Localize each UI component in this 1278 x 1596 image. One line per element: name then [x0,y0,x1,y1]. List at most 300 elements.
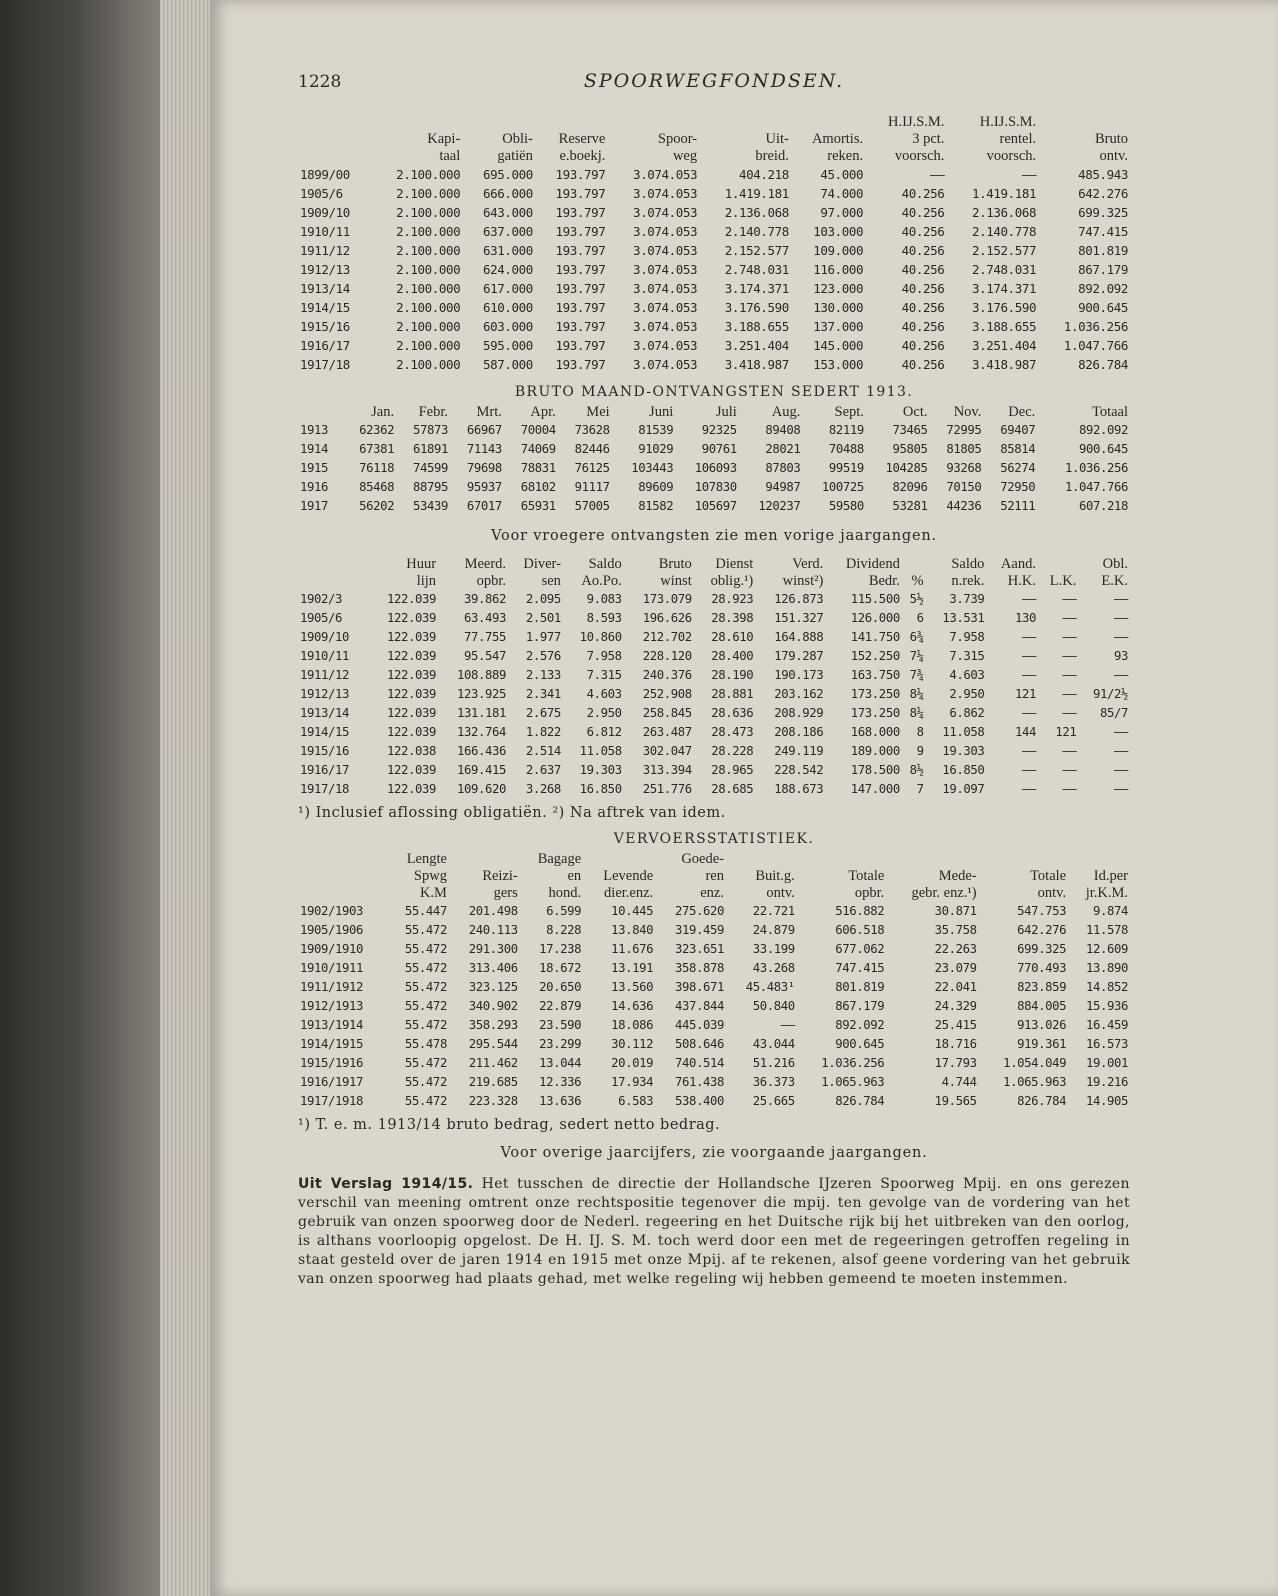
table-cell: 151.327 [774,611,824,625]
table-cell: 761.438 [674,1075,724,1089]
column-header: Nov. [953,404,982,420]
table-cell: 193.797 [555,319,606,334]
other-figures-note: Voor overige jaarcijfers, zie voorgaande jaargangen. [500,1145,928,1161]
table-cell: 1.419.181 [724,186,789,201]
table-cell: 3.074.053 [632,243,698,258]
table-cell: 2.152.577 [724,243,789,258]
row-year-cell: 1909/10 [300,630,350,644]
table-row [298,666,1130,685]
column-header: Jan. [371,404,395,420]
column-header: Juli [715,404,737,420]
table-cell: 23.299 [539,1037,582,1051]
table-cell: 201.498 [468,904,518,918]
table-cell: 168.000 [850,725,900,739]
table-cell: 8 [916,725,924,739]
table-cell: 2.140.778 [724,224,789,239]
monthly-receipts-table [298,404,1130,516]
table-cell: 13.044 [539,1056,582,1070]
row-year-cell: 1899/00 [300,167,350,182]
row-year-cell: 1913 [300,423,329,437]
table-cell: 302.047 [642,744,692,758]
page-header [298,68,1130,108]
column-header: Obl. E.K. [1101,556,1128,589]
table-cell: 40.256 [901,224,945,239]
row-year-cell: 1912/13 [300,262,350,277]
table-cell: 1.054.049 [1003,1056,1067,1070]
table-cell: 40.256 [901,338,945,353]
table-cell: 73465 [892,423,928,437]
table-cell: 35.758 [934,923,977,937]
table-row [298,421,1130,440]
table-cell: 2.748.031 [972,262,1037,277]
table-cell: 77.755 [464,630,507,644]
table-cell: 137.000 [813,319,864,334]
row-year-cell: 1914 [300,442,329,456]
table-cell: 173.250 [850,687,900,701]
table-cell: 40.256 [901,357,945,372]
table-cell: 14.852 [1085,980,1128,994]
table-cell: 900.645 [1078,442,1128,456]
table-cell: 6.812 [586,725,622,739]
table-cell: 240.113 [468,923,518,937]
table-cell: 892.092 [1078,423,1128,437]
table-cell: —— [1113,668,1128,682]
table-cell: 97.000 [820,205,864,220]
table-cell: 3.074.053 [632,262,698,277]
table-cell: 57873 [412,423,448,437]
earlier-receipts-note: Voor vroegere ontvangsten zie men vorige jaargangen. [491,528,937,544]
table-row [298,742,1130,761]
table-cell: 1.822 [525,725,561,739]
table-cell: 313.394 [642,763,692,777]
table-row [298,647,1130,666]
table-cell: 93268 [946,461,982,475]
column-header: Bruto winst [658,556,692,589]
table-cell: 19.097 [942,782,985,796]
column-header: Diver- sen [523,556,561,589]
row-year-cell: 1910/11 [300,649,350,663]
table-cell: 437.844 [674,999,724,1013]
column-top-header: H.IJ.S.M. [979,114,1037,130]
table-cell: 17.238 [539,942,582,956]
table-cell: 17.934 [611,1075,654,1089]
table-cell: —— [1113,592,1128,606]
transport-table-footnote: ¹) T. e. m. 1913/14 bruto bedrag, sedert netto bedrag. [298,1117,721,1133]
table-cell: 55.472 [404,999,447,1013]
table-header-row [298,131,1130,165]
table-cell: 2.576 [525,649,561,663]
table-cell: 22.721 [752,904,795,918]
table-cell: 1.419.181 [972,186,1037,201]
column-header: Mei [586,404,610,420]
table-row [298,459,1130,478]
table-cell: 152.250 [850,649,900,663]
table-cell: 203.162 [774,687,824,701]
table-cell: 82096 [892,480,928,494]
transport-stats-title: VERVOERSSTATISTIEK. [613,831,815,847]
table-cell: 66967 [466,423,502,437]
monthly-receipts-title: BRUTO MAAND-ONTVANGSTEN SEDERT 1913. [514,384,914,400]
table-cell: 22.879 [539,999,582,1013]
row-year-cell: 1915 [300,461,329,475]
table-cell: —— [1113,744,1128,758]
table-cell: 103.000 [813,224,864,239]
column-header: rentel. voorsch. [986,131,1037,164]
table-cell: —— [1113,611,1128,625]
table-cell: 123.000 [813,281,864,296]
table-cell: 122.039 [387,763,437,777]
table-cell: —— [1113,782,1128,796]
table-cell: 2.100.000 [396,205,461,220]
table-row [298,780,1130,799]
table-cell: 115.500 [850,592,900,606]
table-cell: 40.256 [901,205,945,220]
table-cell: 699.325 [1017,942,1067,956]
table-row [298,203,1130,222]
table-cell: 13.840 [611,923,654,937]
table-cell: 8.593 [586,611,622,625]
table-cell: 16.459 [1085,1018,1128,1032]
table-cell: 223.328 [468,1094,518,1108]
table-cell: 508.646 [674,1037,724,1051]
table-row [298,260,1130,279]
table-cell: 55.472 [404,942,447,956]
table-cell: 2.100.000 [396,167,461,182]
table-cell: 19.303 [942,744,985,758]
table-cell: 3.176.590 [972,300,1037,315]
table-cell: 193.797 [555,186,606,201]
table-cell: 323.125 [468,980,518,994]
table-cell: 2.100.000 [396,357,461,372]
column-top-header [1038,114,1130,131]
table-cell: 81805 [946,442,982,456]
table-cell: 16.850 [942,763,985,777]
table-cell: 130.000 [813,300,864,315]
table-cell: 4.744 [941,1075,977,1089]
table-cell: 7.958 [586,649,622,663]
row-year-cell: 1917 [300,499,329,513]
table-cell: 3.074.053 [632,167,698,182]
table-cell: 72950 [1000,480,1036,494]
table-cell: 71143 [466,442,502,456]
table-cell: 7 [916,782,924,796]
column-header: Mrt. [476,404,502,420]
table-cell: 9.083 [586,592,622,606]
table-cell: 173.250 [850,706,900,720]
column-header: Febr. [418,404,448,420]
column-top-header: H.IJ.S.M. [888,114,945,130]
table-cell: —— [1021,706,1036,720]
table-cell: 147.000 [850,782,900,796]
table-cell: 3.251.404 [972,338,1037,353]
table-cell: 3.176.590 [724,300,789,315]
report-heading: Uit Verslag 1914/15. [298,1176,474,1192]
column-header: L.K. [1049,573,1077,589]
table-cell: 40.256 [901,281,945,296]
row-year-cell: 1913/14 [300,281,350,296]
table-cell: 88795 [412,480,448,494]
table-cell: 28021 [765,442,801,456]
table-cell: 3.074.053 [632,300,698,315]
table-cell: —— [1021,782,1036,796]
table-cell: 16.850 [579,782,622,796]
table-row [298,336,1130,355]
table-cell: 2.675 [525,706,561,720]
table-row [298,184,1130,203]
report-text: Het tusschen de directie der Hollandsche IJzeren Spoorweg Mpij. en ons gerezen verschil van meening omtrent onze rechtspositie tegenover die mpij. ten gevolge van de vordering van het gebruik van onzen spoorweg door de Nederl. regeering en het Duitsche rijk bij het uitbreken van den oorlog, is althans voorloopig opgelost. De H. IJ. S. M. toch werd door een met de regeeringen getroffen regeling in staat gesteld over de jaren 1914 en 1915 met onze Mpij. af te rekenen, alsof geene vordering van het gebruik van onzen spoorweg had plaats gehad, met welke regeling wij hebben gemeend te moeten instemmen. [298,1176,1130,1287]
table-cell: 11.058 [579,744,622,758]
table-cell: 3.174.371 [972,281,1037,296]
table-cell: 178.500 [850,763,900,777]
table-cell: 3.174.371 [724,281,789,296]
table-cell: 867.179 [1078,262,1128,277]
profit-dividend-table [298,556,1130,799]
table-cell: 55.472 [404,1075,447,1089]
row-year-cell: 1911/12 [300,668,350,682]
table-cell: 131.181 [457,706,507,720]
table-cell: 3.074.053 [632,281,698,296]
table-row [298,440,1130,459]
column-header: Totale ontv. [1030,868,1067,901]
table-cell: 3.418.987 [972,357,1037,372]
table-cell: 2.950 [949,687,985,701]
table-row [298,590,1130,609]
table-cell: —— [1062,687,1077,701]
table-cell: 770.493 [1017,961,1067,975]
table-cell: 73628 [574,423,610,437]
table-cell: 19.216 [1085,1075,1128,1089]
table-cell: 91117 [574,480,610,494]
table-cell: 70150 [946,480,982,494]
table-cell: 57005 [574,499,610,513]
table-cell: 666.000 [482,186,533,201]
table-cell: —— [1062,706,1077,720]
book-binding-edge [0,0,175,1596]
table-cell: 823.859 [1017,980,1067,994]
table-cell: 76125 [574,461,610,475]
table-cell: 13.890 [1085,961,1128,975]
table-cell: 81582 [638,499,674,513]
row-year-cell: 1915/16 [300,319,350,334]
column-header: Buit.g. ontv. [755,868,795,901]
table-cell: 6.862 [949,706,985,720]
table-cell: 14.905 [1085,1094,1128,1108]
table-cell: 642.276 [1017,923,1067,937]
table-cell: 2.100.000 [396,243,461,258]
book-page [210,0,1278,1596]
table-cell: 3.188.655 [972,319,1037,334]
column-header [298,851,388,902]
table-row [298,279,1130,298]
table-cell: 93 [1113,649,1128,663]
table-row [298,997,1130,1016]
table-cell: 22.263 [934,942,977,956]
table-cell: 130 [1014,611,1036,625]
column-header: Levende dier.enz. [603,868,654,901]
table-cell: 516.882 [835,904,885,918]
table-cell: 2.637 [525,763,561,777]
table-cell: 4.603 [586,687,622,701]
row-year-cell: 1911/1912 [300,980,364,994]
table-cell: 193.797 [555,167,606,182]
table-cell: 900.645 [1078,300,1128,315]
table-cell: 30.871 [934,904,977,918]
row-year-cell: 1917/1918 [300,1094,364,1108]
table-row [298,165,1130,184]
table-cell: 8.228 [546,923,582,937]
table-cell: 74069 [520,442,556,456]
table-cell: 1.047.766 [1063,338,1128,353]
row-year-cell: 1915/1916 [300,1056,364,1070]
table-cell: 19.001 [1085,1056,1128,1070]
table-cell: 45.000 [820,167,864,182]
table-cell: 826.784 [835,1094,885,1108]
table-cell: 121 [1055,725,1077,739]
table-cell: 6¾ [909,630,924,644]
table-row [298,959,1130,978]
column-header: Lengte Spwg K.M [406,851,447,901]
column-top-header [535,114,608,131]
table-cell: 22.041 [934,980,977,994]
column-header: Oct. [902,404,928,420]
table-cell: 826.784 [1078,357,1128,372]
table-cell: 12.609 [1085,942,1128,956]
table-cell: 1.036.256 [821,1056,885,1070]
table-cell: 28.398 [711,611,754,625]
table-row [298,685,1130,704]
table-cell: 892.092 [835,1018,885,1032]
table-cell: 122.039 [387,687,437,701]
table-cell: 89609 [638,480,674,494]
table-cell: 13.636 [539,1094,582,1108]
column-top-header [607,114,699,131]
table-cell: 631.000 [482,243,533,258]
table-cell: 228.120 [642,649,692,663]
table-cell: 78831 [520,461,556,475]
table-cell: 2.100.000 [396,319,461,334]
column-header: Dec. [1008,404,1036,420]
table-cell: 55.472 [404,1056,447,1070]
row-year-cell: 1911/12 [300,243,350,258]
table-cell: 109.620 [457,782,507,796]
table-cell: 85468 [359,480,395,494]
table-cell: 30.112 [611,1037,654,1051]
row-year-cell: 1913/1914 [300,1018,364,1032]
table-cell: 169.415 [457,763,507,777]
column-header: Apr. [530,404,556,420]
table-cell: 252.908 [642,687,692,701]
table-cell: 10.445 [611,904,654,918]
table-cell: 637.000 [482,224,533,239]
table-cell: 43.044 [752,1037,795,1051]
table-cell: 2.100.000 [396,338,461,353]
table-cell: 141.750 [850,630,900,644]
table-cell: 55.472 [404,1018,447,1032]
table-cell: 81539 [638,423,674,437]
row-year-cell: 1917/18 [300,782,350,796]
table-cell: 251.776 [642,782,692,796]
column-top-header [371,114,463,131]
table-cell: 340.902 [468,999,518,1013]
table-cell: 13.191 [611,961,654,975]
table-cell: 25.415 [934,1018,977,1032]
table-cell: 699.325 [1078,205,1128,220]
table-cell: 1.977 [525,630,561,644]
table-cell: —— [1062,668,1077,682]
table-cell: 163.750 [850,668,900,682]
column-top-header [298,114,371,131]
table-cell: 319.459 [674,923,724,937]
table-cell: 39.862 [464,592,507,606]
table-row [298,317,1130,336]
table-cell: 258.845 [642,706,692,720]
table-cell: 2.136.068 [972,205,1037,220]
table-cell: 8¼ [909,706,924,720]
table-cell: —— [1021,744,1036,758]
table-header-row [298,556,1130,590]
table-cell: 104285 [885,461,928,475]
table-cell: 7.315 [586,668,622,682]
table-cell: —— [1113,630,1128,644]
row-year-cell: 1915/16 [300,744,350,758]
table-cell: 1.036.256 [1064,461,1128,475]
table-cell: 44236 [946,499,982,513]
table-cell: —— [1062,763,1077,777]
table-cell: 8¼ [909,687,924,701]
table-cell: 295.544 [468,1037,518,1051]
table-cell: 126.873 [774,592,824,606]
column-header: Aand. H.K. [1000,556,1036,589]
row-year-cell: 1905/6 [300,186,343,201]
table-cell: —— [1021,763,1036,777]
table-cell: 801.819 [835,980,885,994]
table-cell: 59580 [828,499,864,513]
table-cell: 193.797 [555,357,606,372]
column-header: Saldo n.rek. [951,556,985,589]
table-cell: 5½ [909,592,924,606]
table-cell: 68102 [520,480,556,494]
table-cell: 76118 [359,461,395,475]
column-header [298,404,342,421]
table-cell: 28.610 [711,630,754,644]
table-cell: 108.889 [457,668,507,682]
row-year-cell: 1913/14 [300,706,350,720]
table-cell: —— [1062,611,1077,625]
table-cell: 69407 [1000,423,1036,437]
table-cell: 193.797 [555,338,606,353]
table-cell: 40.256 [901,186,945,201]
table-cell: 12.336 [539,1075,582,1089]
table-cell: 122.039 [387,611,437,625]
table-cell: 82446 [574,442,610,456]
table-cell: 867.179 [835,999,885,1013]
table-cell: 1.036.256 [1063,319,1128,334]
table-cell: 1.047.766 [1064,480,1128,494]
row-year-cell: 1909/10 [300,205,350,220]
column-header: Saldo Ao.Po. [581,556,622,589]
table-cell: 3.188.655 [724,319,789,334]
table-cell: 291.300 [468,942,518,956]
table-row [298,628,1130,647]
table-cell: 122.039 [387,725,437,739]
table-cell: 45.483¹ [745,980,795,994]
column-header [298,556,368,590]
table-cell: 25.665 [752,1094,795,1108]
table-cell: 28.400 [711,649,754,663]
column-header: Goede- ren enz. [681,851,724,901]
column-header: Sept. [834,404,864,420]
table-cell: 70004 [520,423,556,437]
